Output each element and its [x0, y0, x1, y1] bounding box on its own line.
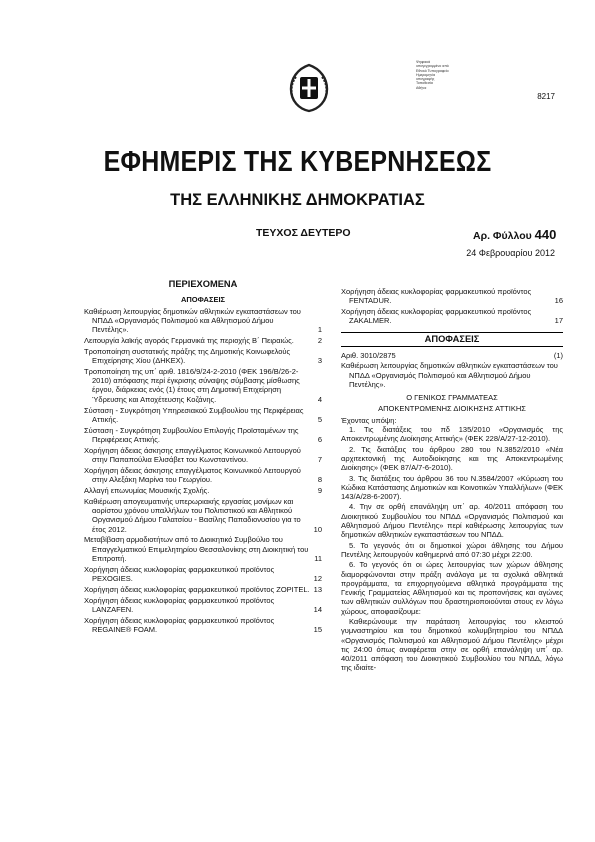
- toc-item-page: 11: [314, 554, 322, 564]
- toc-item[interactable]: [84, 446, 322, 465]
- decision-paragraph: Καθιερώνουμε την παράταση λειτουργίας του κλειστού γυμναστηρίου και του δημοτικού κολυμβητηρίου του ΝΠΔΔ «Οργανισμός Πολιτισμού και Αθλητισμού Δήμου Πεντέλης» μέχρι τις 24:00 όπως αναφέρεται στην σε ορθή επανάληψη υπ΄ αρ. 40/2011 απόφαση του Διοικητικού Συμβουλίου του ΝΠΔΔ, λόγω της ιδιαίτε-: [341, 617, 563, 673]
- toc-item-page: 9: [317, 485, 322, 495]
- sheet-number-value: 440: [534, 227, 557, 242]
- decision-index: (1): [553, 350, 563, 360]
- signature-line: υπογεγραμμένο από: [416, 64, 449, 69]
- contents-heading: ΠΕΡΙΕΧΟΜΕΝΑ: [168, 279, 238, 289]
- toc-item-text: Αλλαγή επωνυμίας Μουσικής Σχολής.: [84, 485, 210, 495]
- toc-item-page: 6: [317, 434, 322, 444]
- toc-item-page: 16: [554, 296, 563, 306]
- toc-item-page: 2: [317, 335, 322, 345]
- toc-item-text: Χορήγηση άδειας άσκησης επαγγέλματος Κοινωνικού Λειτουργού στην Αλεξάκη Μαρίνα του Γεωργίου.: [84, 465, 301, 485]
- page-number: 8217: [537, 92, 555, 101]
- sheet-label: Αρ. Φύλλου: [473, 230, 532, 242]
- decision-title: Καθιέρωση λειτουργίας δημοτικών αθλητικών εγκαταστάσεων του ΝΠΔΔ «Οργανισμός Πολιτισμού και Αθλητισμού Δήμου Πεντέλης».: [341, 361, 558, 389]
- gazette-subtitle: ΤΗΣ ΕΛΛΗΝΙΚΗΣ ΔΗΜΟΚΡΑΤΙΑΣ: [170, 191, 425, 209]
- toc-item-text: Τροποποίηση της υπ΄ αριθ. 1816/9/24-2-2010 (ΦΕΚ 196/Β/26-2-2010) απόφασης περί έγκρισης σύναψης σύμβασης μίσθωσης έργου, διάρκειας ενός (1) έτους στη Δημοτική Επιχείρηση Ύδρευσης και Αποχέτευσης Κοζάνης.: [84, 366, 300, 404]
- toc-item[interactable]: [84, 466, 322, 485]
- signature-line: Αθήνα: [416, 85, 427, 90]
- authority-line: Ο ΓΕΝΙΚΟΣ ΓΡΑΜΜΑΤΕΑΣ: [406, 393, 498, 403]
- decision-number: Αριθ. 3010/2875: [341, 350, 396, 360]
- toc-item[interactable]: [84, 426, 322, 445]
- signature-line: Ψηφιακά: [416, 60, 431, 64]
- decision-paragraph: 5. Το γεγονός ότι οι δημοτικοί χώροι άθλησης του Δήμου Πεντέλης λειτουργούν καθημερινά από 07:30 μέχρι 22:00.: [341, 540, 563, 559]
- greek-coat-of-arms-icon: [287, 63, 331, 113]
- toc-item-page: 10: [313, 524, 322, 534]
- signature-line: Εθνικό Τυπογραφείο: [416, 68, 449, 73]
- signature-line: υπογραφής: [416, 77, 435, 82]
- toc-item-page: 13: [313, 584, 322, 594]
- toc-item-page: 5: [317, 414, 322, 424]
- toc-item[interactable]: [341, 287, 563, 306]
- toc-item-page: 1: [317, 325, 322, 335]
- toc-item-page: 7: [317, 455, 322, 465]
- toc-item-page: 12: [313, 574, 322, 584]
- toc-item[interactable]: [84, 486, 322, 495]
- toc-item-text: Καθιέρωση λειτουργίας δημοτικών αθλητικών εγκαταστάσεων του ΝΠΔΔ «Οργανισμός Πολιτισμού και Αθλητισμού Δήμου Πεντέλης».: [84, 306, 301, 335]
- signature-line: Τοποθεσία: [416, 81, 433, 86]
- decisions-heading: ΑΠΟΦΑΣΕΙΣ: [341, 332, 563, 347]
- toc-item[interactable]: [84, 367, 322, 404]
- toc-item-text: Καθιέρωση απογευματινής υπερωριακής εργασίας μονίμων και αορίστου χρόνου υπαλλήλων του Πολιτιστικού και Αθλητικού Οργανισμού Δήμου Γαλατσίου - Βασίλης Παπαδιονυσίου για το έτος 2012.: [84, 496, 301, 534]
- gazette-title: ΕΦΗΜΕΡΙΣ ΤΗΣ ΚΥΒΕΡΝΗΣΕΩΣ: [103, 146, 492, 178]
- toc-item-text: Λειτουργία λαϊκής αγοράς Γερμανικά της περιοχής Β΄ Πειραιώς.: [84, 335, 294, 345]
- decisions-subheading: ΑΠΟΦΑΣΕΙΣ: [180, 295, 226, 305]
- toc-item-text: Τροποποίηση συστατικής πράξης της Δημοτικής Κοινωφελούς Επιχείρησης Χίου (ΔΗΚΕΧ).: [84, 346, 291, 366]
- toc-item-text: Χορήγηση άδειας κυκλοφορίας φαρμακευτικού προϊόντος PEXOGIES.: [84, 564, 275, 584]
- toc-item[interactable]: [84, 406, 322, 425]
- decisions-column: [341, 287, 563, 674]
- toc-item-text: Χορήγηση άδειας κυκλοφορίας φαρμακευτικού προϊόντος REGAINE® FOAM.: [84, 615, 275, 635]
- decision-paragraph: 2. Τις διατάξεις του άρθρου 280 του Ν.3852/2010 «Νέα αρχιτεκτονική της Αυτοδιοίκησης και της Αποκεντρωμένης Διοίκησης» (ΦΕΚ 87/Α/7-6-2010).: [341, 444, 563, 473]
- toc-item[interactable]: [84, 616, 322, 635]
- toc-item[interactable]: [84, 336, 322, 345]
- decision-paragraph: 1. Τις διατάξεις του πδ 135/2010 «Οργανισμός της Αποκεντρωμένης Διοίκησης Αττικής» (ΦΕΚ 228/Α/27-12-2010).: [341, 425, 563, 444]
- toc-item-text: Χορήγηση άδειας κυκλοφορίας φαρμακευτικού προϊόντος ZOPITEL.: [84, 584, 310, 594]
- toc-item[interactable]: [84, 596, 322, 615]
- toc-item[interactable]: [84, 307, 322, 335]
- toc-item-page: 3: [317, 356, 322, 366]
- toc-item[interactable]: [84, 535, 322, 563]
- toc-item-text: Χορήγηση άδειας κυκλοφορίας φαρμακευτικού προϊόντος ZAKALMER.: [341, 307, 532, 326]
- toc-item-text: Σύσταση - Συγκρότηση Συμβουλίου Επιλογής Προϊσταμένων της Περιφέρειας Αττικής.: [84, 425, 299, 444]
- toc-item-page: 17: [554, 316, 563, 326]
- decision-paragraph: 4. Την σε ορθή επανάληψη υπ΄ αρ. 40/2011 απόφαση του Διοικητικού Συμβουλίου του ΝΠΔΔ «Οργανισμός Πολιτισμού και Αθλητισμού Δήμου Πεντέλης» περί καθιέρωσης λειτουργίας των δημοτικών αθλητικών εγκαταστάσεων του ΝΠΔΔ.: [341, 502, 563, 540]
- toc-item[interactable]: [84, 497, 322, 534]
- decision-number-row: [341, 351, 563, 360]
- signature-line: Ημερομηνία: [416, 72, 436, 77]
- toc-item-page: 8: [317, 475, 322, 485]
- sheet-number: [473, 227, 556, 242]
- decision-paragraph: 6. Το γεγονός ότι οι ώρες λειτουργίας των χώρων άθλησης διαμορφώνονται στην πράξη ανάλογα με τα σχολικά αθλητικά προγράμματα, τα επιχορηγούμενα αθλητικά προγράμματα της Γενικής Γραμματείας Αθλητισμού και τις προπονήσεις και αγώνες των αθλητικών συλλόγων που δραστηριοποιούνται στους εν λόγω χώρους, αποφασίζουμε:: [341, 560, 563, 616]
- toc-item-page: 15: [313, 625, 322, 635]
- toc-item[interactable]: [84, 585, 322, 594]
- toc-item-text: Χορήγηση άδειας άσκησης επαγγέλματος Κοινωνικού Λειτουργού στην Παπαπούλια Ελισάβετ του Κωνσταντίνου.: [84, 445, 301, 465]
- toc-item-page: 4: [317, 394, 322, 404]
- issue-date: 24 Φεβρουαρίου 2012: [466, 248, 555, 258]
- toc-item[interactable]: [341, 307, 563, 326]
- toc-item-text: Χορήγηση άδειας κυκλοφορίας φαρμακευτικού προϊόντος LANZAFEN.: [84, 595, 275, 614]
- decision-intro: Έχοντας υπόψη:: [341, 415, 397, 425]
- issue-label: ΤΕΥΧΟΣ ΔΕΥΤΕΡΟ: [256, 227, 351, 239]
- toc-item-page: 14: [313, 605, 322, 614]
- toc-item[interactable]: [84, 347, 322, 366]
- toc-item-text: Χορήγηση άδειας κυκλοφορίας φαρμακευτικού προϊόντος FENTADUR.: [341, 287, 532, 306]
- toc-item-text: Μεταβίβαση αρμοδιοτήτων από το Διοικητικό Συμβούλιο του Επαγγελματικού Επιμελητηρίου Θεσσαλονίκης στη Διοικητική του Επιτροπή.: [84, 535, 309, 564]
- toc-item[interactable]: [84, 565, 322, 584]
- digital-signature-block: [416, 60, 472, 90]
- authority-line: ΑΠΟΚΕΝΤΡΩΜΕΝΗΣ ΔΙΟΙΚΗΣΗΣ ΑΤΤΙΚΗΣ: [378, 404, 526, 414]
- decision-paragraph: 3. Τις διατάξεις του άρθρου 36 του Ν.3584/2007 «Κύρωση του Κώδικα Κατάστασης Δημοτικών και Κοινοτικών Υπαλλήλων» (ΦΕΚ 143/Α/28-6-2007).: [341, 473, 563, 502]
- toc-item-text: Σύσταση - Συγκρότηση Υπηρεσιακού Συμβουλίου της Περιφέρειας Αττικής.: [84, 405, 304, 424]
- contents-column: [84, 280, 322, 636]
